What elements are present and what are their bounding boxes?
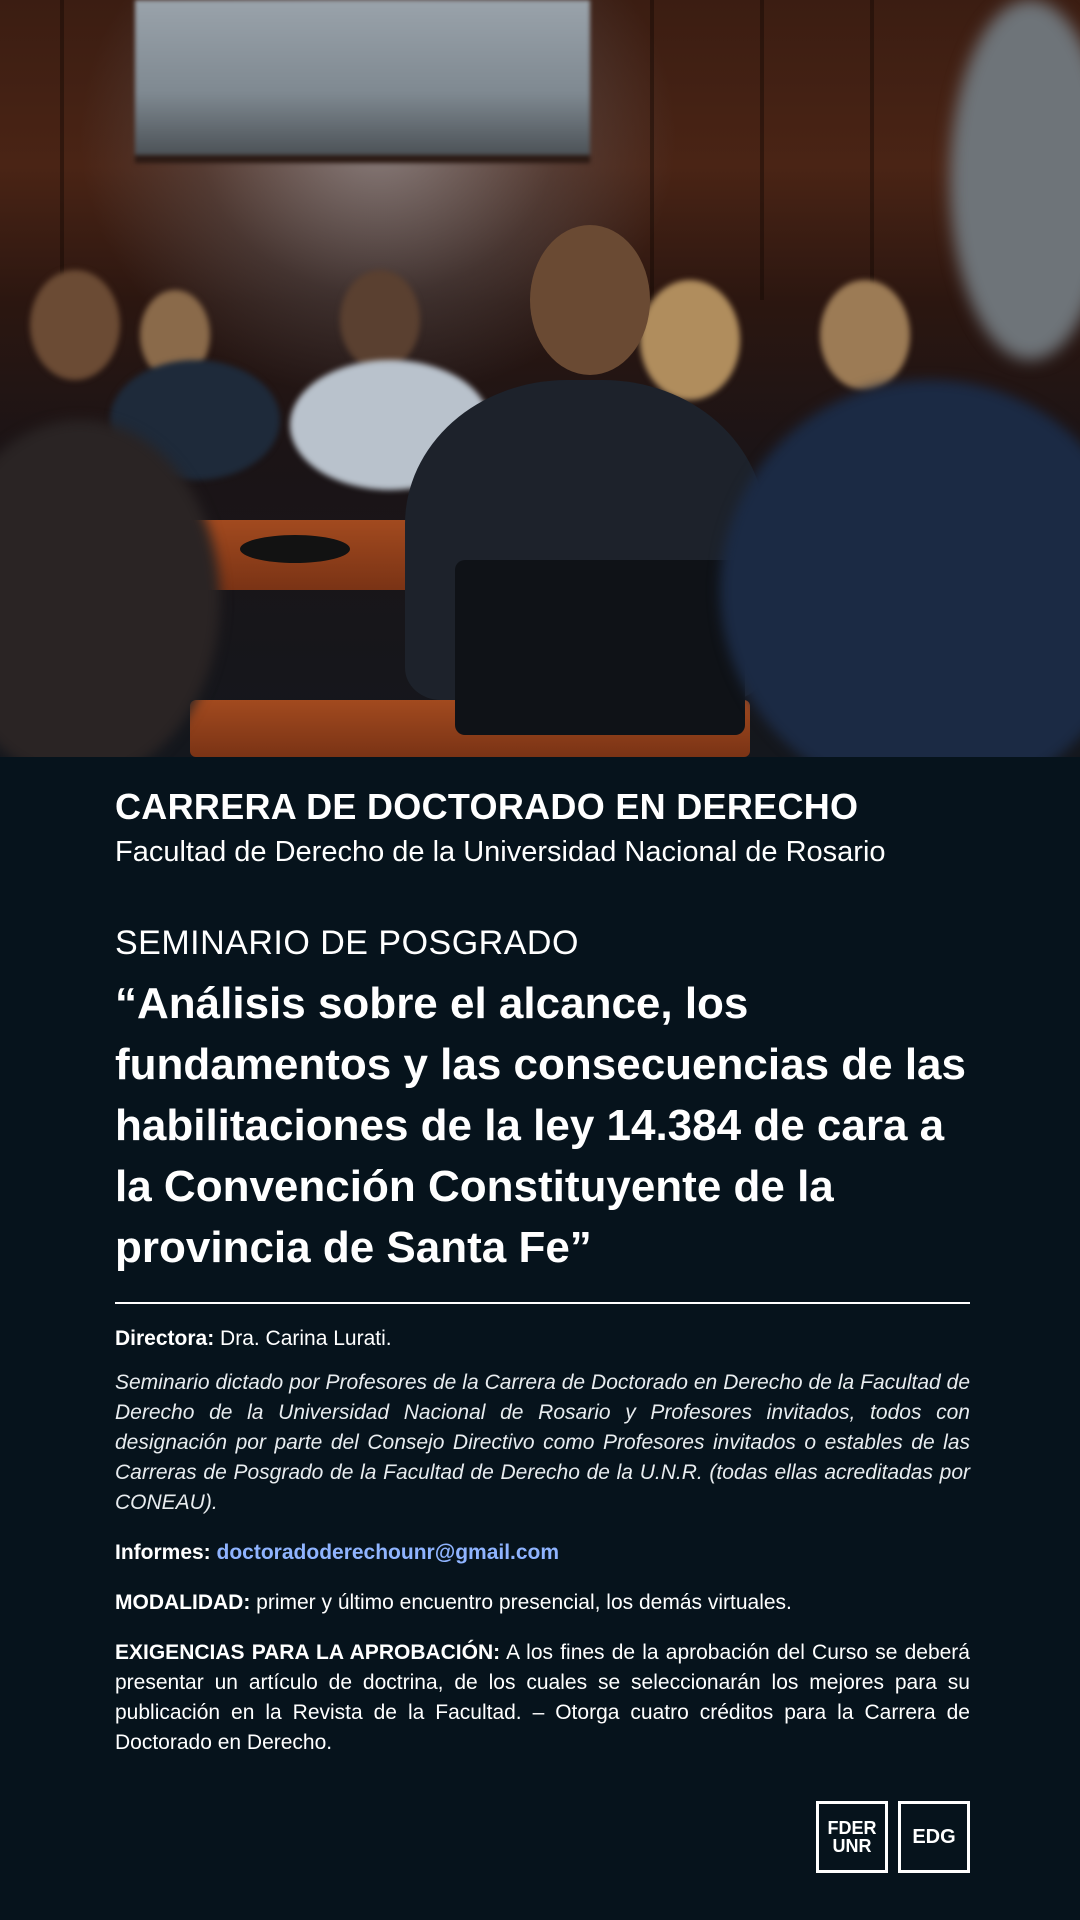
mode-value: primer y último encuentro presencial, los demás virtuales. (256, 1591, 792, 1614)
edg-logo: EDG (898, 1801, 970, 1873)
projection-screen (135, 0, 590, 163)
info-label: Informes: (115, 1541, 211, 1564)
foreground-head (530, 225, 650, 375)
side-figure-head (950, 0, 1080, 360)
side-figure-right (720, 380, 1080, 757)
director-value: Dra. Carina Lurati. (220, 1327, 392, 1350)
fder-logo-line1: FDER (827, 1818, 877, 1838)
requirements-line (115, 1638, 970, 1758)
faculty-name: Facultad de Derecho de la Universidad Nacional de Rosario (115, 836, 886, 868)
seminar-title: “Análisis sobre el alcance, los fundamentos y las consecuencias de las habilitaciones de la ley 14.384 de cara a la Convención Constituyente de la provincia de Santa Fe” (115, 979, 966, 1272)
desk-phone (240, 535, 350, 563)
divider (115, 1302, 970, 1304)
conference-photo (0, 0, 1080, 757)
wall-panel-line (760, 0, 764, 300)
fder-unr-logo (816, 1801, 888, 1873)
chair (455, 560, 745, 735)
poster-content (115, 787, 970, 1758)
director-line (115, 1324, 970, 1354)
audience-head (30, 270, 120, 380)
audience-head (640, 280, 740, 400)
mode-label: MODALIDAD: (115, 1591, 251, 1614)
requirements-label: EXIGENCIAS PARA LA APROBACIÓN: (115, 1641, 501, 1664)
audience-head (340, 270, 420, 370)
mode-line (115, 1588, 970, 1618)
director-label: Directora: (115, 1327, 215, 1350)
program-title: CARRERA DE DOCTORADO EN DERECHO (115, 786, 859, 827)
wall-panel-line (60, 0, 64, 300)
logos (816, 1801, 970, 1873)
fder-logo-line2: UNR (832, 1836, 872, 1856)
seminar-label: SEMINARIO DE POSGRADO (115, 924, 579, 962)
wall-panel-line (650, 0, 654, 300)
description: Seminario dictado por Profesores de la Carrera de Doctorado en Derecho de la Facultad de Derecho de la Universidad Nacional de Rosario y Profesores invitados, todos con designación por parte del Consejo Directivo como Profesores invitados o estables de las Carreras de Posgrado de la Facultad de Derecho de la U.N.R. (todas ellas acreditadas por CONEAU). (115, 1371, 970, 1514)
wall-panel-line (870, 0, 874, 300)
audience-head (820, 280, 910, 390)
info-line (115, 1538, 970, 1568)
info-email-link[interactable]: doctoradoderechounr@gmail.com (216, 1541, 560, 1564)
requirements-value: A los fines de la aprobación del Curso se deberá presentar un artículo de doctrina, de los cuales se seleccionarán los mejores para su publicación en la Revista de la Facultad. – Otorga cuatro créditos para la Carrera de Doctorado en Derecho. (115, 1641, 970, 1754)
